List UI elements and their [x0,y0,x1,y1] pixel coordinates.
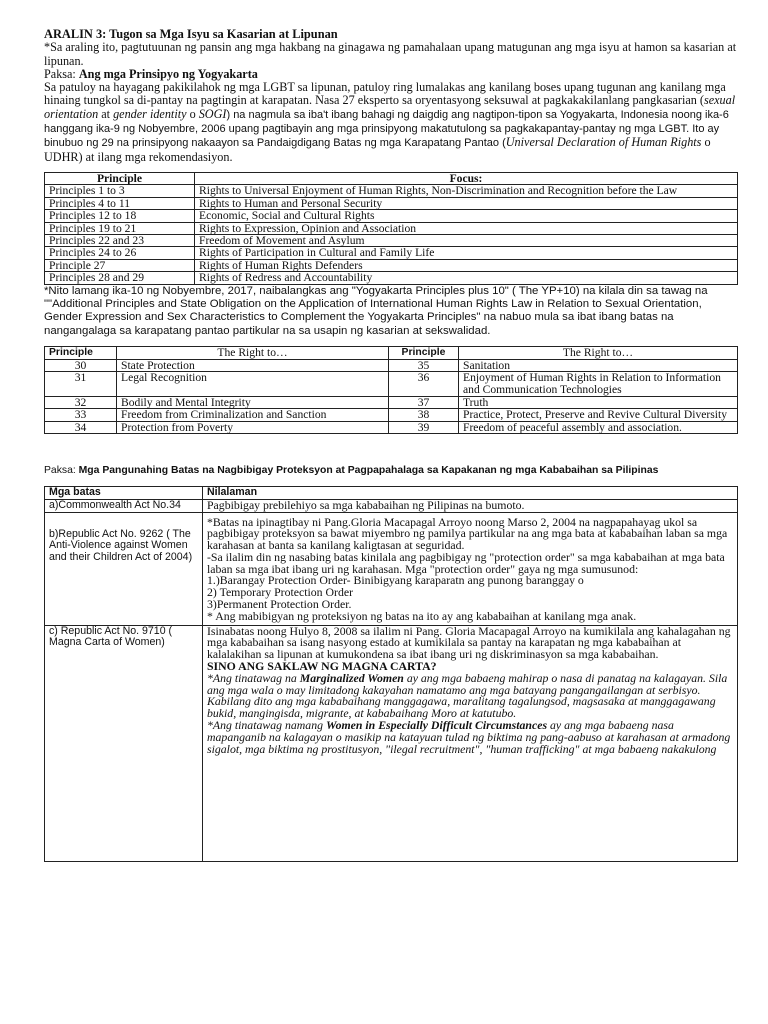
table-row [45,512,738,625]
right-cell: Legal Recognition [117,372,389,396]
yp10-table [44,346,738,434]
para-text: at [98,106,114,121]
paksa-label: Paksa: [44,465,79,477]
content-line: *Batas na ipinagtibay ni Pang.Gloria Macapagal Arroyo noong Marso 2, 2004 na nagpapahayag ukol sa pagbibigay proteksyon sa bawat miyembro ng pamilya partikular na ang mga bata at kababaihan laban sa mga karahasan at banta sa kanilang kaligtasan at seguridad. [207,514,728,553]
column-header: Principle [389,347,459,360]
focus-cell: Rights of Participation in Cultural and Family Life [195,247,738,259]
principle-number: 38 [389,409,459,422]
principle-number: 35 [389,359,459,372]
table-row [45,272,738,284]
table-row [45,625,738,861]
law-cell: a)Commonwealth Act No.34 [45,499,203,512]
table-row [45,499,738,512]
right-cell: Truth [459,396,738,409]
para-italic: gender identity [113,106,187,121]
column-header: Principle [45,347,117,360]
table-row [45,409,738,422]
right-cell: Enjoyment of Human Rights in Relation to Information and Communication Technologies [459,372,738,396]
lesson-title: ARALIN 3: Tugon sa Mga Isyu sa Kasarian at Lipunan [44,27,338,41]
principle-cell: Principles 22 and 23 [45,235,195,247]
paksa-title: Ang mga Prinsipyo ng Yogyakarta [78,66,258,81]
focus-cell: Rights to Universal Enjoyment of Human Rights, Non-Discrimination and Recognition before the Law [195,185,738,197]
para-italic: Universal Declaration of Human Rights [505,135,702,150]
focus-cell: Freedom of Movement and Asylum [195,235,738,247]
principle-cell: Principles 12 to 18 [45,210,195,222]
principle-cell: Principles 19 to 21 [45,222,195,234]
column-header: The Right to… [117,347,389,360]
para-text: ) na nagmula sa iba't ibang bahagi ng daigdig ang nagtipon-tipon sa Yogyakarta, Indonesia noong ika-6 hanggang ika-9 ng Nobyembre, 2006 upang pagtibayin ang mga prinsipyong makatutulong sa pagkakapantay-pantay ng mga LGBT. Ito ay binubuo ng 29 na prinsipyong nakaayon sa Pandaigdigang Batas ng mga Karapatang Pantao ( [44,108,729,150]
content-text: *Ang tinatawag na [207,670,300,685]
principles-table [44,172,738,285]
principle-number: 31 [45,372,117,396]
table-row [45,396,738,409]
principle-cell: Principles 28 and 29 [45,272,195,284]
para-text: o UDHR) at ilang mga rekomendasiyon. [44,135,711,164]
table-row [45,259,738,271]
right-cell: Bodily and Mental Integrity [117,396,389,409]
yogyakarta-paragraph [44,81,738,164]
column-header: The Right to… [459,347,738,360]
column-header: Nilalaman [203,486,738,499]
term-bold: Women in Especially Difficult Circumstances [325,718,548,733]
table-row [45,247,738,259]
right-cell: Freedom of peaceful assembly and association. [459,421,738,434]
table-row [45,222,738,234]
table-row [45,210,738,222]
content-line: -Sa ilalim din ng nasabing batas kinilala ang pagbibigay ng "protection order" sa mga kababaihan at mga bata laban sa mga ibat ibang uri ng karahasan. Mga "protection order" gaya ng mga sumusunod: [207,549,725,576]
content-line: 3)Permanent Protection Order. [207,597,352,612]
right-cell: Sanitation [459,359,738,372]
paksa-label: Paksa: [44,66,79,81]
principle-cell: Principles 4 to 11 [45,197,195,209]
paksa-heading [44,68,738,81]
principle-number: 36 [389,372,459,396]
table-row [45,372,738,396]
table-row [45,185,738,197]
principle-cell: Principles 24 to 26 [45,247,195,259]
content-cell [203,512,738,625]
content-line: 2) Temporary Protection Order [207,585,354,600]
principle-number: 37 [389,396,459,409]
content-cell: Pagbibigay prebilehiyo sa mga kababaihan ng Pilipinas na bumoto. [203,499,738,512]
content-cell [203,625,738,861]
focus-cell: Rights to Human and Personal Security [195,197,738,209]
principle-number: 32 [45,396,117,409]
content-line: Isinabatas noong Hulyo 8, 2008 sa ilalim ni Pang. Gloria Macapagal Arroyo na kumikilala ang kahalagahan ng mga kababaihan sa isang nasyong estado at kumikilala sa pantay na karapatan ng mga kababaihan at kalalakihan sa lipunan at kumukondena sa ibat ibang uri ng diskriminasyon sa mga kababaihan. [207,623,731,662]
column-header: Principle [45,172,195,184]
yp10-paragraph: *Nito lamang ika-10 ng Nobyembre, 2017, naibalangkas ang "Yogyakarta Principles plus 10" ( The YP+10) na kilala din sa tawag na ""Additional Principles and State Obligation on the Application of International Human Rights Law in Relation to Sexual Orientation, Gender Expression and Sex Characteristics to Complement the Yogyakarta Principles" na nabuo mula sa ibat ibang batas na nangangalaga sa karapatang pantao partikular na sa usapin ng kasarian at sekswalidad. [44,284,708,337]
content-text: ay ang mga babaeng mahirap o nasa di panatag na kalagayan. Sila ang mga wala o may limitadong kakayahan namatamo ang mga batayang pangangailangan at serbisyo. Kabilang dito ang mga kababaihang manggagawa, maralitang tagalungsod, magsasaka at manggagawang bukid, mangingisda, migrante, at kababaihang Moro at katutubo. [207,670,728,721]
table-header-row [45,172,738,184]
principle-number: 30 [45,359,117,372]
table-row [45,197,738,209]
principle-cell: Principles 1 to 3 [45,185,195,197]
para-text: Sa patuloy na hayagang pakikilahok ng mga LGBT sa lipunan, patuloy ring lumalakas ang kanilang boses upang tugunan ang kanilang mga hinaing tungkol sa di-pantay na pagtingin at karapatan. Nasa 27 eksperto sa oryentasyong seksuwal at pagkakakilanlang pangkasarian ( [44,80,726,108]
para-italic: SOGI [198,106,227,121]
principle-number: 39 [389,421,459,434]
section-heading: SINO ANG SAKLAW NG MAGNA CARTA? [207,659,437,674]
right-cell: Practice, Protect, Preserve and Revive Cultural Diversity [459,409,738,422]
law-cell: c) Republic Act No. 9710 ( Magna Carta of Women) [45,625,203,861]
focus-cell: Rights of Redress and Accountability [195,272,738,284]
right-cell: Freedom from Criminalization and Sanction [117,409,389,422]
para-text: o [186,106,199,121]
paksa-heading-2 [44,464,738,478]
content-line: 1.)Barangay Protection Order- Binibigyang karaparatn ang punong baranggay o [207,573,584,588]
law-cell: b)Republic Act No. 9262 ( The Anti-Violence against Women and their Children Act of 2004) [45,512,203,625]
para-italic: sexual orientation [44,93,736,121]
lesson-intro: *Sa araling ito, pagtutuunan ng pansin ang mga hakbang na ginagawa ng pamahalaan upang matugunan ang mga isyu at hamon sa kasarian at lipunan. [44,40,737,68]
column-header: Focus: [195,172,738,184]
difficult-circumstances-text [207,720,733,755]
content-text: ay ang mga babaeng nasa mapanganib na kalagayan o masikip na katayuan tulad ng biktima ng pang-aabuso at karahasan at armadong sigalot, mga biktima ng prostitusyon, "ilegal recruitment", "human trafficking" at mga babaeng nakakulong [207,718,731,756]
laws-table [44,486,738,862]
right-cell: State Protection [117,359,389,372]
focus-cell: Rights to Expression, Opinion and Association [195,222,738,234]
column-header: Mga batas [45,486,203,499]
content-line: * Ang mabibigyan ng proteksiyon ng batas na ito ay ang kababaihan at kanilang mga anak. [207,608,637,623]
focus-cell: Economic, Social and Cultural Rights [195,210,738,222]
principle-number: 33 [45,409,117,422]
content-text: *Ang tinatawag namang [207,718,326,733]
marginalized-women-text [207,670,733,721]
table-row [45,359,738,372]
term-bold: Marginalized Women [299,670,404,685]
paksa-title: Mga Pangunahing Batas na Nagbibigay Proteksyon at Pagpapahalaga sa Kapakanan ng mga Kababaihan sa Pilipinas [78,465,659,477]
table-header-row [45,347,738,360]
right-cell: Protection from Poverty [117,421,389,434]
focus-cell: Rights of Human Rights Defenders [195,259,738,271]
table-row [45,421,738,434]
principle-number: 34 [45,421,117,434]
table-row [45,235,738,247]
principle-cell: Principle 27 [45,259,195,271]
